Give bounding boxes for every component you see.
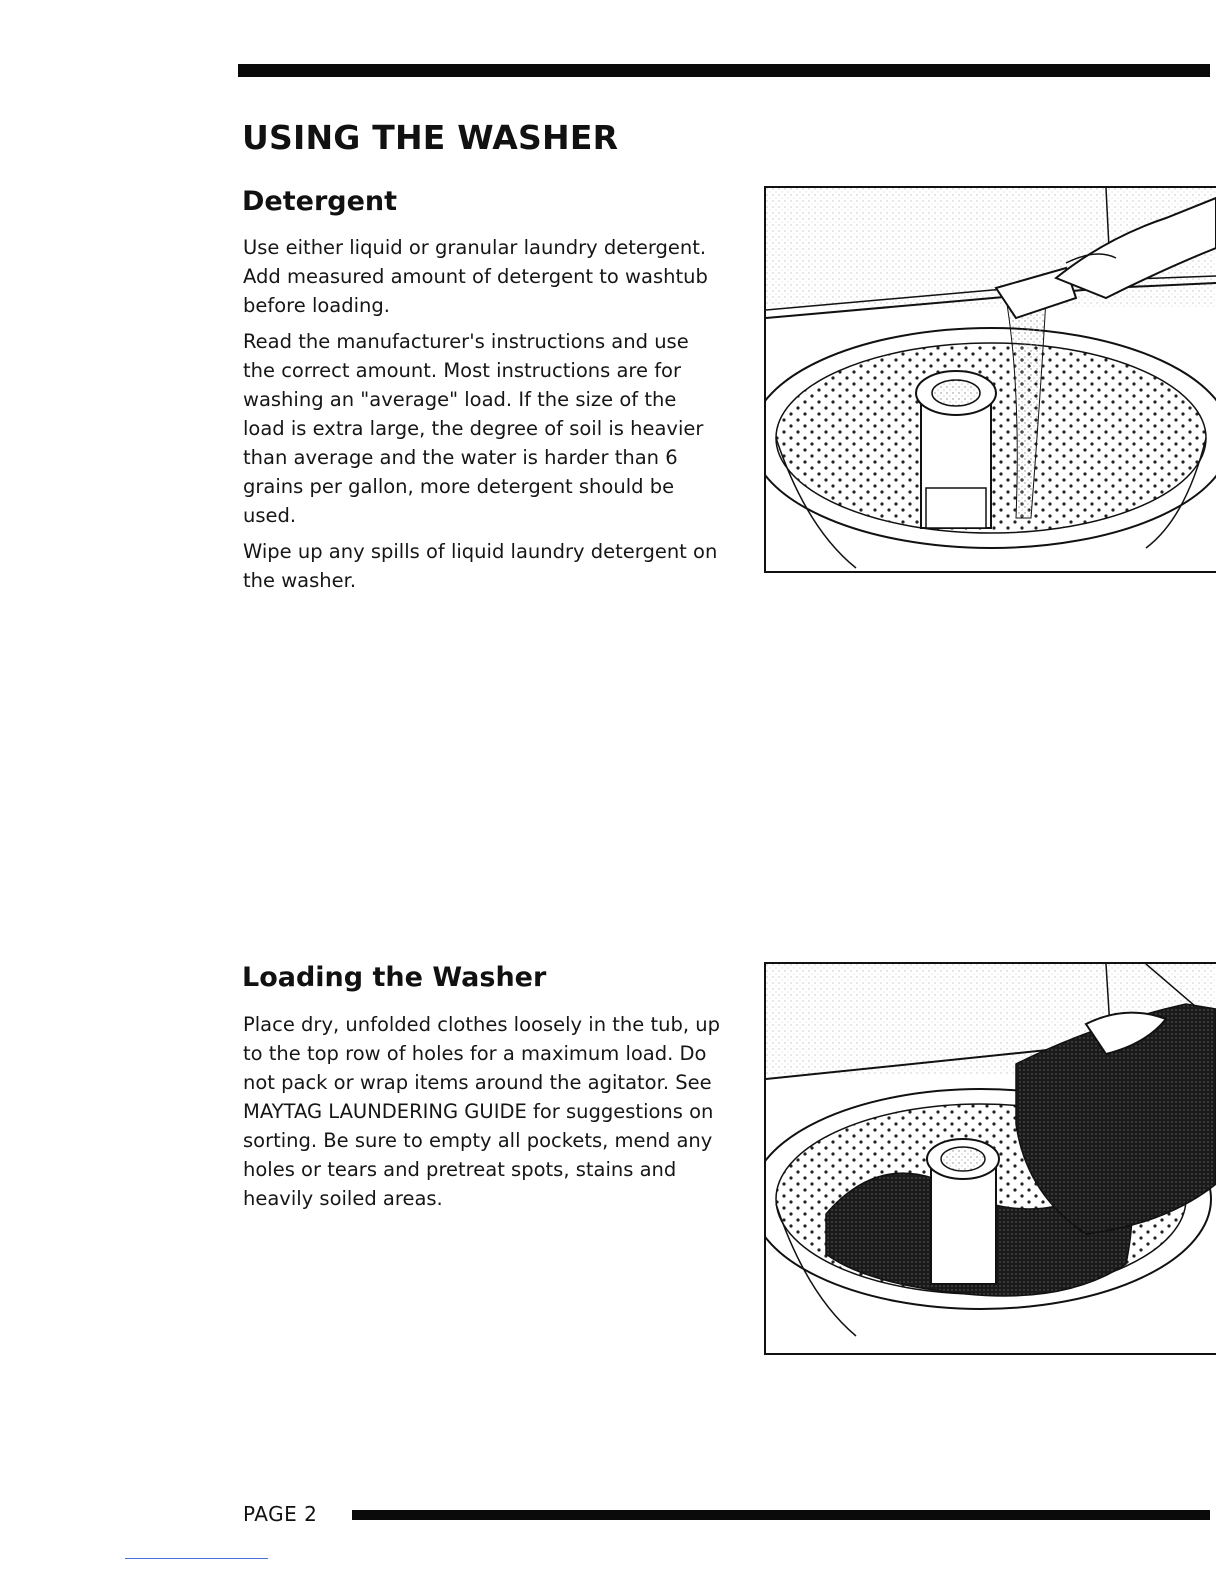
page-number: PAGE 2 bbox=[243, 1502, 318, 1526]
washer-detergent-pour-icon bbox=[766, 188, 1216, 571]
loading-paragraph-1: Place dry, unfolded clothes loosely in the tub, up to the top row of holes for a maximum load. Do not pack or wrap items around the agitator. See MAYTAG LAUNDERING GUIDE for suggestions on sorting. Be sure to empty all pockets, mend any holes or tears and pretreat spots, stains and heavily soiled areas. bbox=[243, 1013, 720, 1210]
footer-link-underline bbox=[125, 1558, 268, 1559]
loading-body bbox=[243, 1010, 723, 1220]
top-rule bbox=[238, 64, 1210, 77]
detergent-paragraph-1: Use either liquid or granular laundry detergent. Add measured amount of detergent to washtub before loading. bbox=[243, 236, 708, 317]
loading-illustration bbox=[764, 962, 1216, 1355]
loading-heading: Loading the Washer bbox=[242, 962, 547, 993]
page-title: USING THE WASHER bbox=[242, 118, 619, 157]
washer-loading-clothes-icon bbox=[766, 964, 1216, 1353]
detergent-body bbox=[243, 233, 723, 602]
detergent-illustration bbox=[764, 186, 1216, 573]
detergent-paragraph-2: Read the manufacturer's instructions and use the correct amount. Most instructions are for washing an "average" load. If the size of the load is extra large, the degree of soil is heavier than average and the water is harder than 6 grains per gallon, more detergent should be used. bbox=[243, 330, 704, 527]
detergent-heading: Detergent bbox=[242, 186, 398, 217]
bottom-rule bbox=[352, 1510, 1210, 1520]
detergent-paragraph-3: Wipe up any spills of liquid laundry detergent on the washer. bbox=[243, 540, 718, 592]
